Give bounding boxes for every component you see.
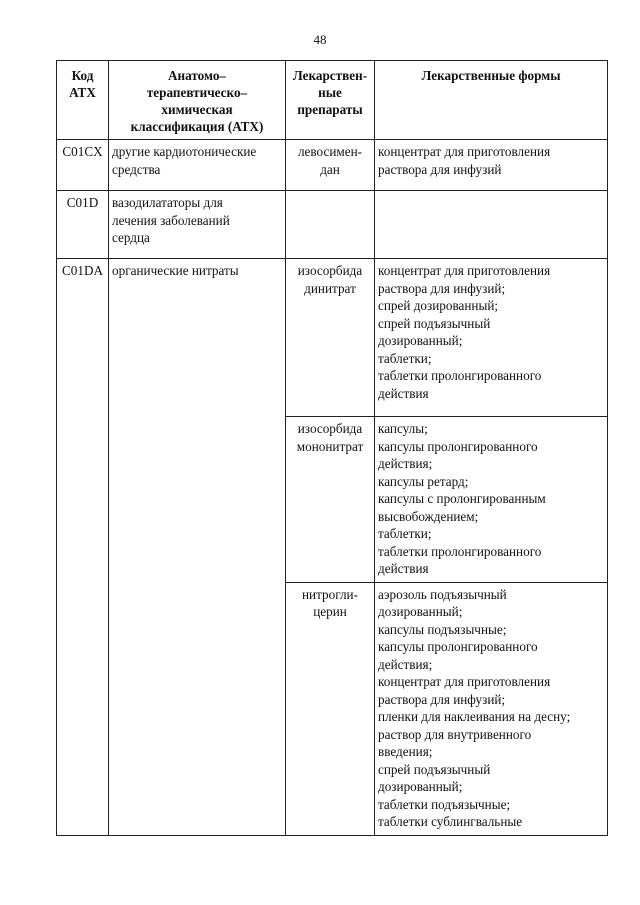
drug-cell xyxy=(286,582,375,835)
header-code-line: Код xyxy=(71,68,94,83)
drug-line: дан xyxy=(320,161,340,177)
drug-line: изосорбида xyxy=(297,421,363,436)
form-line: капсулы с пролонгированным xyxy=(378,491,546,506)
drug-cell xyxy=(286,140,375,191)
form-line: раствора для инфузий xyxy=(378,161,502,177)
form-line: раствора для инфузий; xyxy=(378,280,506,296)
form-line: действия xyxy=(378,385,429,401)
atc-code-cell xyxy=(57,259,109,836)
header-drugs-line: препараты xyxy=(297,102,363,117)
header-forms xyxy=(375,61,608,140)
form-line: таблетки; xyxy=(378,350,432,366)
drug-table xyxy=(56,60,608,836)
header-classification-line: химическая xyxy=(161,102,233,117)
form-line: действия; xyxy=(378,456,433,471)
classification-line: средства xyxy=(112,161,161,177)
table-row xyxy=(57,191,608,259)
drug-cell xyxy=(286,417,375,583)
form-line: дозированный; xyxy=(378,333,463,348)
form-line: таблетки; xyxy=(378,526,432,541)
drug-line: мононитрат xyxy=(296,438,364,454)
form-line: капсулы пролонгированного xyxy=(378,438,538,454)
classification-cell xyxy=(109,191,286,259)
form-line: капсулы; xyxy=(378,421,428,436)
form-line: таблетки пролонгированного xyxy=(378,368,542,383)
table-row xyxy=(57,259,608,417)
drug-line: церин xyxy=(313,604,347,619)
form-line: аэрозоль подъязычный xyxy=(378,586,507,602)
form-line: дозированный; xyxy=(378,604,463,619)
forms-cell xyxy=(375,582,608,835)
header-code xyxy=(57,61,109,140)
drug-cell xyxy=(286,259,375,417)
form-line: концентрат для приготовления xyxy=(378,263,551,278)
header-drugs-line: ные xyxy=(318,85,342,100)
form-line: введения; xyxy=(378,744,433,759)
form-line: высвобождением; xyxy=(378,508,479,524)
classification-line: вазодилататоры для xyxy=(112,195,223,210)
atc-code: C01DA xyxy=(61,263,104,278)
table-header-row xyxy=(57,61,608,140)
header-classification-line: Анатомо– xyxy=(167,68,227,83)
header-classification-line: классификация (АТХ) xyxy=(130,119,264,134)
forms-cell xyxy=(375,417,608,583)
form-line: пленки для наклеивания на десну; xyxy=(378,709,571,724)
header-forms-line: Лекарственные формы xyxy=(421,68,561,83)
form-line: таблетки сублингвальные xyxy=(378,814,523,829)
atc-code: C01D xyxy=(66,195,99,210)
header-classification xyxy=(109,61,286,140)
classification-line: лечения заболеваний xyxy=(112,212,230,228)
drug-cell-empty xyxy=(286,191,375,259)
form-line: капсулы ретард; xyxy=(378,473,469,489)
header-drugs-line: Лекарствен- xyxy=(292,68,368,83)
drug-line: изосорбида xyxy=(297,263,363,278)
form-line: таблетки подъязычные; xyxy=(378,796,511,812)
page-number: 48 xyxy=(313,32,327,47)
form-line: капсулы пролонгированного xyxy=(378,639,538,654)
form-line: таблетки пролонгированного xyxy=(378,543,542,559)
header-drugs xyxy=(286,61,375,140)
forms-cell-empty xyxy=(375,191,608,259)
form-line: спрей дозированный; xyxy=(378,298,499,313)
form-line: действия xyxy=(378,561,429,576)
drug-line: левосимен- xyxy=(297,144,363,159)
classification-line: другие кардиотонические xyxy=(112,144,257,159)
form-line: действия; xyxy=(378,656,433,672)
form-line: капсулы подъязычные; xyxy=(378,621,507,637)
drug-line: динитрат xyxy=(304,280,356,296)
forms-cell xyxy=(375,259,608,417)
forms-cell xyxy=(375,140,608,191)
classification-cell xyxy=(109,259,286,836)
header-classification-line: терапевтическо– xyxy=(146,85,248,100)
form-line: спрей подъязычный xyxy=(378,761,491,777)
atc-code-cell xyxy=(57,191,109,259)
classification-cell xyxy=(109,140,286,191)
form-line: дозированный; xyxy=(378,779,463,794)
form-line: раствор для внутривенного xyxy=(378,726,532,742)
atc-code-cell xyxy=(57,140,109,191)
atc-code: C01CX xyxy=(62,144,103,159)
drug-line: нитрогли- xyxy=(302,586,358,602)
form-line: концентрат для приготовления xyxy=(378,144,551,159)
form-line: концентрат для приготовления xyxy=(378,674,551,689)
header-code-line: АТХ xyxy=(69,85,96,100)
classification-line: органические нитраты xyxy=(112,263,239,278)
classification-line: сердца xyxy=(112,230,150,245)
form-line: раствора для инфузий; xyxy=(378,691,506,707)
table-row xyxy=(57,140,608,191)
form-line: спрей подъязычный xyxy=(378,315,491,331)
